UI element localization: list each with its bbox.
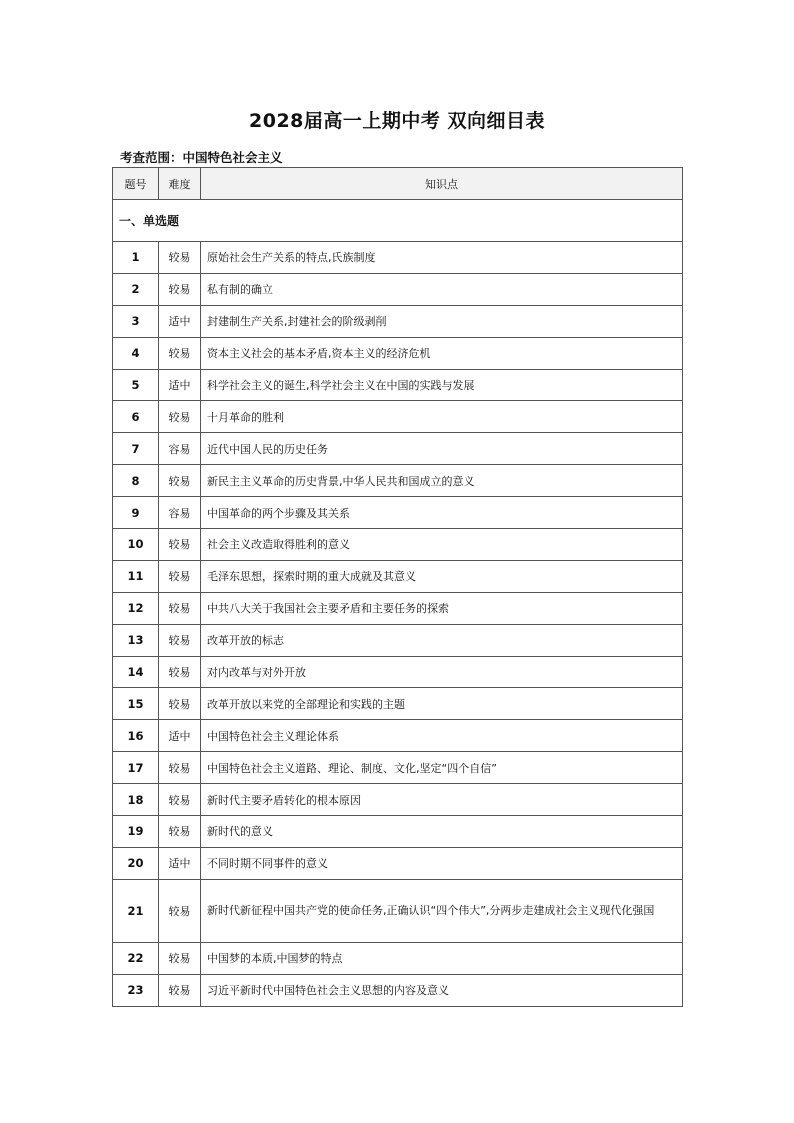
question-number: 22 xyxy=(113,942,159,974)
difficulty-cell: 较易 xyxy=(159,879,201,942)
difficulty-cell: 较易 xyxy=(159,624,201,656)
table-row xyxy=(113,656,683,688)
difficulty-cell: 较易 xyxy=(159,784,201,816)
table-row xyxy=(113,592,683,624)
table-row xyxy=(113,529,683,561)
difficulty-cell: 较易 xyxy=(159,465,201,497)
question-number: 21 xyxy=(113,879,159,942)
knowledge-point-cell: 近代中国人民的历史任务 xyxy=(201,433,683,465)
difficulty-cell: 较易 xyxy=(159,560,201,592)
knowledge-point-cell: 封建制生产关系,封建社会的阶级剥削 xyxy=(201,305,683,337)
table-header-row xyxy=(113,168,683,200)
knowledge-point-cell: 中国特色社会主义道路、理论、制度、文化,坚定“四个自信” xyxy=(201,752,683,784)
table-row xyxy=(113,784,683,816)
header-difficulty: 难度 xyxy=(159,168,201,200)
difficulty-cell: 较易 xyxy=(159,752,201,784)
knowledge-point-cell: 私有制的确立 xyxy=(201,273,683,305)
header-num: 题号 xyxy=(113,168,159,200)
question-number: 8 xyxy=(113,465,159,497)
question-number: 3 xyxy=(113,305,159,337)
knowledge-point-cell: 毛泽东思想，探索时期的重大成就及其意义 xyxy=(201,560,683,592)
knowledge-point-cell: 新时代主要矛盾转化的根本原因 xyxy=(201,784,683,816)
question-number: 13 xyxy=(113,624,159,656)
table-row xyxy=(113,497,683,529)
question-number: 11 xyxy=(113,560,159,592)
knowledge-point-cell: 新时代的意义 xyxy=(201,816,683,848)
detail-table xyxy=(112,167,683,1007)
table-row xyxy=(113,879,683,942)
knowledge-point-cell: 中国革命的两个步骤及其关系 xyxy=(201,497,683,529)
question-number: 4 xyxy=(113,337,159,369)
difficulty-cell: 较易 xyxy=(159,688,201,720)
table-row xyxy=(113,624,683,656)
table-row xyxy=(113,942,683,974)
difficulty-cell: 较易 xyxy=(159,273,201,305)
table-row xyxy=(113,720,683,752)
question-number: 16 xyxy=(113,720,159,752)
table-row xyxy=(113,752,683,784)
difficulty-cell: 适中 xyxy=(159,720,201,752)
knowledge-point-cell: 对内改革与对外开放 xyxy=(201,656,683,688)
knowledge-point-cell: 原始社会生产关系的特点,氏族制度 xyxy=(201,242,683,274)
knowledge-point-cell: 科学社会主义的诞生,科学社会主义在中国的实践与发展 xyxy=(201,369,683,401)
difficulty-cell: 较易 xyxy=(159,942,201,974)
difficulty-cell: 较易 xyxy=(159,592,201,624)
question-number: 19 xyxy=(113,816,159,848)
exam-scope: 考查范围：中国特色社会主义 xyxy=(120,150,283,165)
difficulty-cell: 容易 xyxy=(159,497,201,529)
question-number: 23 xyxy=(113,974,159,1006)
table-row xyxy=(113,847,683,879)
question-number: 7 xyxy=(113,433,159,465)
knowledge-point-cell: 改革开放的标志 xyxy=(201,624,683,656)
knowledge-point-cell: 中国特色社会主义理论体系 xyxy=(201,720,683,752)
knowledge-point-cell: 十月革命的胜利 xyxy=(201,401,683,433)
table-row xyxy=(113,305,683,337)
question-number: 12 xyxy=(113,592,159,624)
question-number: 14 xyxy=(113,656,159,688)
table-row xyxy=(113,974,683,1006)
difficulty-cell: 适中 xyxy=(159,369,201,401)
question-number: 15 xyxy=(113,688,159,720)
question-number: 20 xyxy=(113,847,159,879)
knowledge-point-cell: 社会主义改造取得胜利的意义 xyxy=(201,529,683,561)
difficulty-cell: 较易 xyxy=(159,974,201,1006)
table-row xyxy=(113,560,683,592)
knowledge-point-cell: 资本主义社会的基本矛盾,资本主义的经济危机 xyxy=(201,337,683,369)
question-number: 1 xyxy=(113,242,159,274)
table-row xyxy=(113,816,683,848)
section-row xyxy=(113,200,683,242)
table-row xyxy=(113,433,683,465)
knowledge-point-cell: 习近平新时代中国特色社会主义思想的内容及意义 xyxy=(201,974,683,1006)
knowledge-point-cell: 新时代新征程中国共产党的使命任务,正确认识“四个伟大”,分两步走建成社会主义现代化强国 xyxy=(201,879,683,942)
table-row xyxy=(113,688,683,720)
question-number: 6 xyxy=(113,401,159,433)
difficulty-cell: 适中 xyxy=(159,305,201,337)
difficulty-cell: 较易 xyxy=(159,337,201,369)
question-number: 18 xyxy=(113,784,159,816)
knowledge-point-cell: 不同时期不同事件的意义 xyxy=(201,847,683,879)
knowledge-point-cell: 中共八大关于我国社会主要矛盾和主要任务的探索 xyxy=(201,592,683,624)
difficulty-cell: 容易 xyxy=(159,433,201,465)
difficulty-cell: 适中 xyxy=(159,847,201,879)
difficulty-cell: 较易 xyxy=(159,656,201,688)
section-label: 一、单选题 xyxy=(113,200,683,242)
table-row xyxy=(113,465,683,497)
knowledge-point-cell: 新民主主义革命的历史背景,中华人民共和国成立的意义 xyxy=(201,465,683,497)
table-row xyxy=(113,337,683,369)
question-number: 10 xyxy=(113,529,159,561)
difficulty-cell: 较易 xyxy=(159,401,201,433)
question-number: 9 xyxy=(113,497,159,529)
document-title: 2028届高一上期中考 双向细目表 xyxy=(249,110,545,132)
question-number: 5 xyxy=(113,369,159,401)
question-number: 17 xyxy=(113,752,159,784)
header-knowledge: 知识点 xyxy=(201,168,683,200)
table-row xyxy=(113,242,683,274)
table-row xyxy=(113,273,683,305)
difficulty-cell: 较易 xyxy=(159,242,201,274)
knowledge-point-cell: 改革开放以来党的全部理论和实践的主题 xyxy=(201,688,683,720)
table-row xyxy=(113,401,683,433)
knowledge-point-cell: 中国梦的本质,中国梦的特点 xyxy=(201,942,683,974)
difficulty-cell: 较易 xyxy=(159,529,201,561)
difficulty-cell: 较易 xyxy=(159,816,201,848)
question-number: 2 xyxy=(113,273,159,305)
table-row xyxy=(113,369,683,401)
